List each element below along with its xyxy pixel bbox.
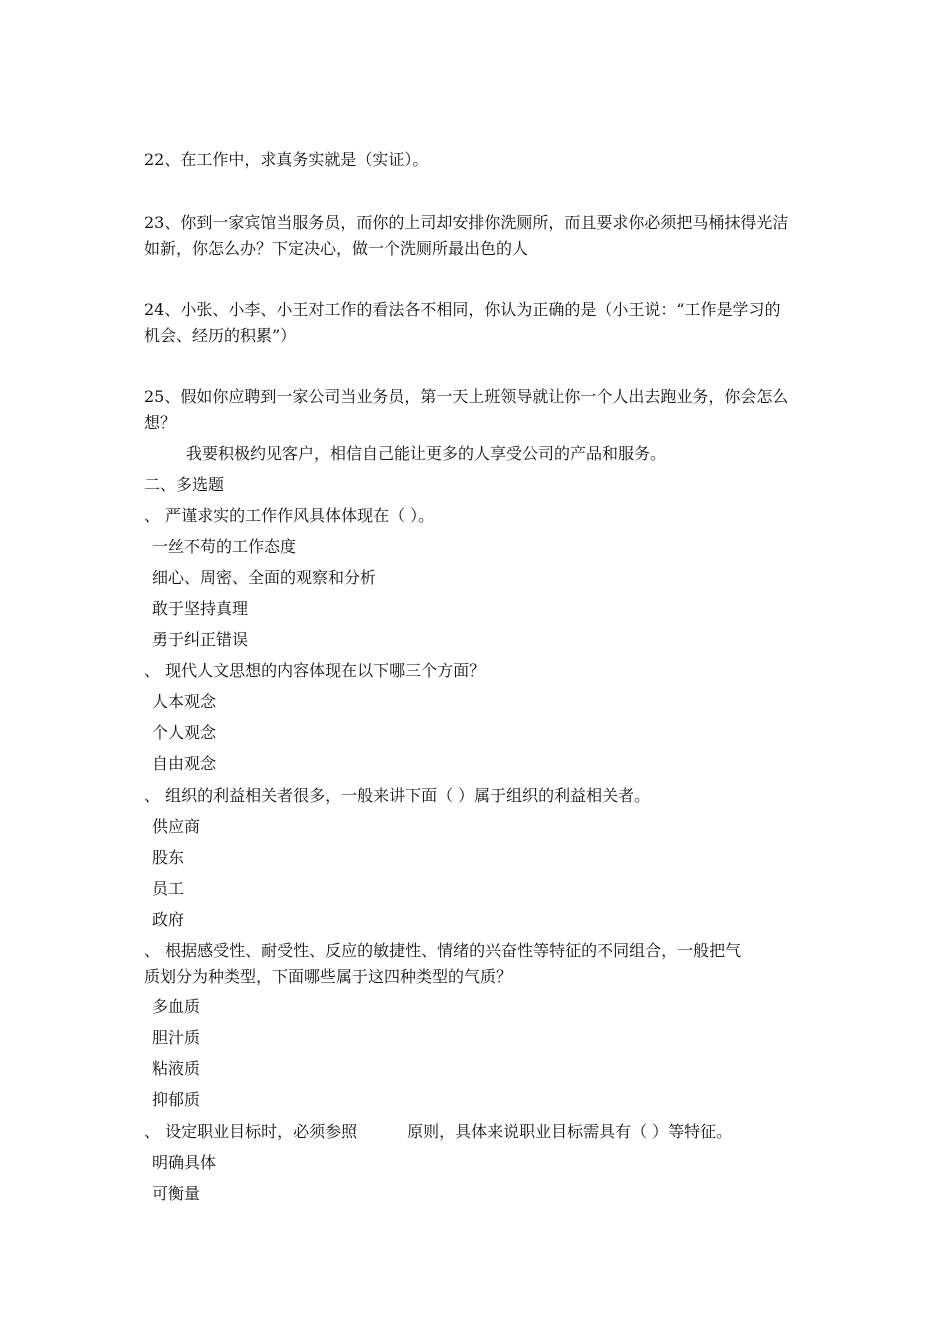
mc-5-stem-part-1: 、 设定职业目标时，必须参照 [144,1122,358,1141]
mc-4-option: 多血质 [152,997,201,1016]
section-title: 二、多选题 [144,475,225,494]
question-25-line-2: 想？ [144,413,177,432]
mc-3-option: 政府 [152,910,185,929]
mc-2-option: 人本观念 [152,692,217,711]
question-24-line-2: 机会、经历的积累”） [144,326,297,345]
question-23-line-2: 如新，你怎么办？下定决心，做一个洗厕所最出色的人 [144,239,529,258]
mc-3-stem: 、 组织的利益相关者很多，一般来讲下面（ ）属于组织的利益相关者。 [144,786,651,805]
mc-1-option: 细心、周密、全面的观察和分析 [152,568,377,587]
mc-3-option: 员工 [152,879,185,898]
mc-4-option: 胆汁质 [152,1028,201,1047]
mc-1-option: 一丝不苟的工作态度 [152,537,297,556]
mc-5-option: 明确具体 [152,1153,217,1172]
question-25-answer: 我要积极约见客户，相信自己能让更多的人享受公司的产品和服务。 [186,444,667,463]
question-22: 22、在工作中，求真务实就是（实证）。 [144,150,429,169]
mc-3-option: 供应商 [152,817,201,836]
mc-1-option: 敢于坚持真理 [152,599,249,618]
mc-5-stem-part-2: 原则，具体来说职业目标需具有（ ）等特征。 [407,1122,733,1141]
question-25-line-1: 25、假如你应聘到一家公司当业务员，第一天上班领导就让你一个人出去跑业务，你会怎么 [144,387,789,406]
mc-2-option: 个人观念 [152,723,217,742]
mc-3-option: 股东 [152,848,185,867]
mc-2-option: 自由观念 [152,754,217,773]
mc-4-stem-line-2: 质划分为种类型，下面哪些属于这四种类型的气质？ [144,967,513,986]
question-23-line-1: 23、你到一家宾馆当服务员，而你的上司却安排你洗厕所，而且要求你必须把马桶抹得光洁 [144,213,789,232]
mc-4-option: 粘液质 [152,1059,201,1078]
mc-4-option: 抑郁质 [152,1090,201,1109]
question-24-line-1: 24、小张、小李、小王对工作的看法各不相同，你认为正确的是（小王说：“工作是学习的 [144,300,781,319]
mc-2-stem: 、 现代人文思想的内容体现在以下哪三个方面？ [144,661,486,680]
mc-5-stem [144,1122,810,1144]
mc-1-stem: 、 严谨求实的工作作风具体体现在（ ）。 [144,506,435,525]
mc-5-option: 可衡量 [152,1184,201,1203]
mc-1-option: 勇于纠正错误 [152,630,249,649]
mc-4-stem-line-1: 、 根据感受性、耐受性、反应的敏捷性、情绪的兴奋性等特征的不同组合，一般把气 [144,941,742,960]
